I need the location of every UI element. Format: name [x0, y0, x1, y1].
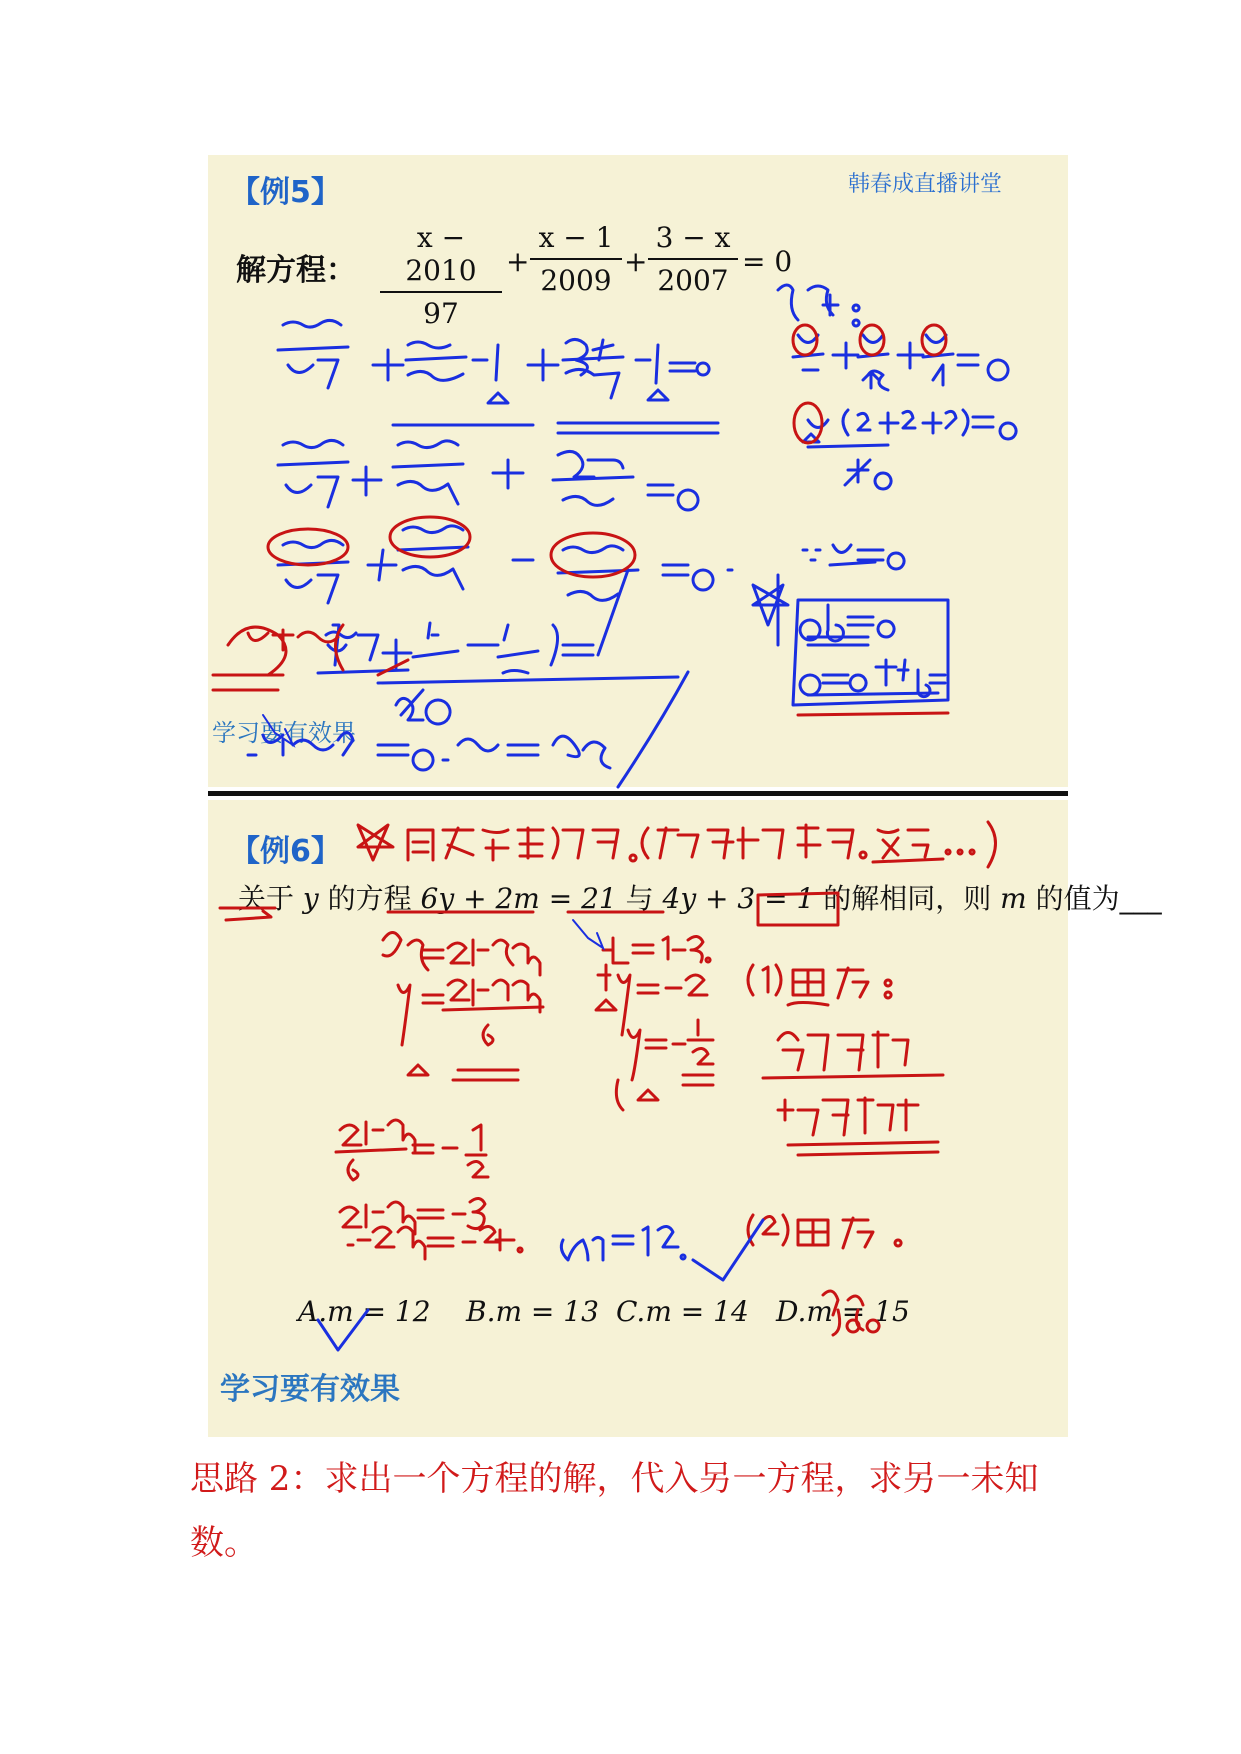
solve-equation-prefix: 解方程： [236, 253, 356, 288]
question-part: 的方程 [318, 882, 421, 915]
study-watermark: 学习要有效果 [220, 1372, 400, 1407]
option-c: C.m = 14 [616, 1295, 749, 1328]
brand-watermark: 韩春成直播讲堂 [848, 172, 1003, 197]
question-part: 关于 [238, 882, 303, 915]
variable-m: m [1000, 882, 1027, 915]
handwriting-ink-5 [208, 155, 1068, 787]
question-part: 的解相同，则 [814, 882, 1001, 915]
fraction-2-denominator: 2009 [540, 264, 612, 297]
handwriting-ink-6 [208, 800, 1068, 1437]
fraction-3-numerator: 3 − x [648, 221, 738, 260]
plus-sign: + [506, 245, 530, 278]
fraction-3-denominator: 2007 [657, 264, 729, 297]
equals-zero: = 0 [742, 245, 793, 278]
solution-note: 思路 2：求出一个方程的解，代入另一方程，求另一未知数。 [190, 1459, 1039, 1563]
example-5-label: 【例5】 [230, 175, 341, 210]
question-part: 与 [616, 882, 663, 915]
fraction-2-numerator: x − 1 [530, 221, 622, 260]
option-a: A.m = 12 [298, 1295, 431, 1328]
fraction-1-denominator: 97 [423, 297, 459, 330]
equation-2: 4y + 3 = 1 [662, 882, 815, 915]
question-part: 的值为___ [1026, 882, 1162, 915]
option-b: B.m = 13 [466, 1295, 599, 1328]
example-6-label: 【例6】 [230, 834, 341, 869]
plus-sign: + [624, 245, 648, 278]
study-watermark: 学习要有效果 [212, 719, 356, 747]
fraction-1-numerator: x − 2010 [380, 221, 502, 293]
panel-separator [208, 791, 1068, 796]
option-d: D.m = 15 [776, 1295, 910, 1328]
example-6-panel [208, 800, 1162, 1437]
example-5-panel [208, 155, 1068, 787]
variable-y: y [302, 882, 319, 915]
equation-1: 6y + 2m = 21 [420, 882, 617, 915]
